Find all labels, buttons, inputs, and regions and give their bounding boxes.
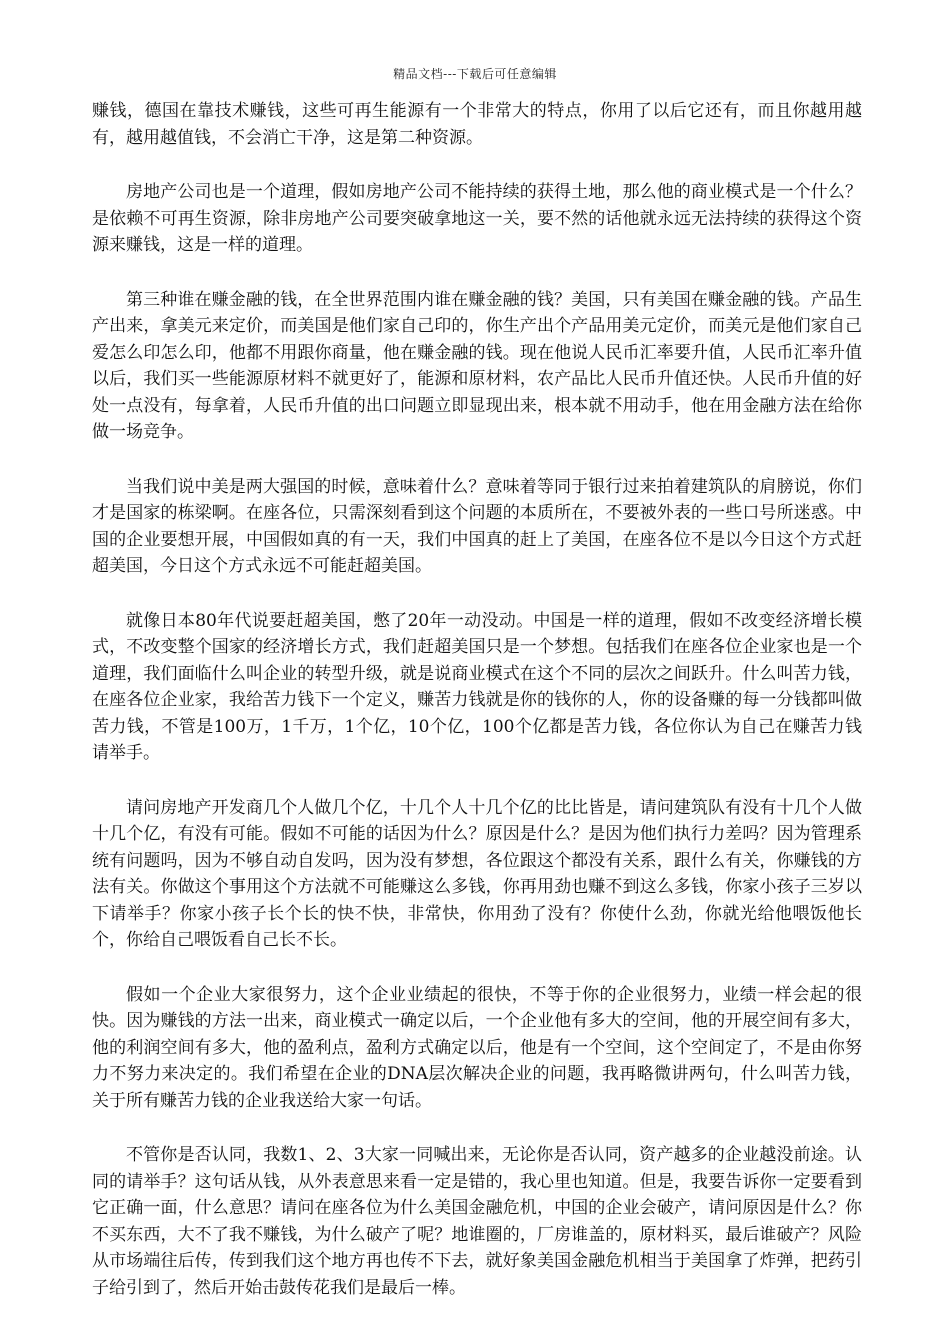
- document-body: [92, 98, 862, 1301]
- paragraph: 请问房地产开发商几个人做几个亿，十几个人十几个亿的比比皆是，请问建筑队有没有十几个人做十几个亿，有没有可能。假如不可能的话因为什么？原因是什么？是因为他们执行力差吗？因为管理系统有问题吗，因为不够自动自发吗，因为没有梦想，各位跟这个都没有关系，跟什么有关，你赚钱的方法有关。你做这个事用这个方法就不可能赚这么多钱，你再用劲也赚不到这么多钱，你家小孩子三岁以下请举手？你家小孩子长个长的快不快，非常快，你用劲了没有？你使什么劲，你就光给他喂饭他长个，你给自己喂饭看自己长不长。: [92, 797, 862, 950]
- page-header: 精品文档---下载后可任意编辑: [393, 67, 557, 81]
- paragraph: 当我们说中美是两大强国的时候，意味着什么？意味着等同于银行过来拍着建筑队的肩膀说，你们才是国家的栋梁啊。在座各位，只需深刻看到这个问题的本质所在，不要被外表的一些口号所迷惑。中国的企业要想开展，中国假如真的有一天，我们中国真的赶上了美国，在座各位不是以今日这个方式赶超美国，今日这个方式永远不可能赶超美国。: [92, 476, 862, 576]
- paragraph: 赚钱，德国在靠技术赚钱，这些可再生能源有一个非常大的特点，你用了以后它还有，而且你越用越有，越用越值钱，不会消亡干净，这是第二种资源。: [92, 101, 862, 148]
- paragraph: 不管你是否认同，我数1、2、3大家一同喊出来，无论你是否认同，资产越多的企业越没前途。认同的请举手？这句话从钱，从外表意思来看一定是错的，我心里也知道。但是，我要告诉你一定要看到它正确一面，什么意思？请问在座各位为什么美国金融危机，中国的企业会破产，请问原因是什么？你不买东西，大不了我不赚钱，为什么破产了呢？地谁圈的，厂房谁盖的，原材料买，最后谁破产？风险从市场端往后传，传到我们这个地方再也传不下去，就好象美国金融危机相当于美国拿了炸弹，把药引子给引到了，然后开始击鼓传花我们是最后一棒。: [92, 1145, 862, 1298]
- paragraph: 房地产公司也是一个道理，假如房地产公司不能持续的获得土地，那么他的商业模式是一个什么？是依赖不可再生资源，除非房地产公司要突破拿地这一关，要不然的话他就永远无法持续的获得这个资源来赚钱，这是一样的道理。: [92, 182, 862, 255]
- paragraph: 假如一个企业大家很努力，这个企业业绩起的很快，不等于你的企业很努力，业绩一样会起的很快。因为赚钱的方法一出来，商业模式一确定以后，一个企业他有多大的空间，他的开展空间有多大，他的利润空间有多大，他的盈利点，盈利方式确定以后，他是有一个空间，这个空间定了，不是由你努力不努力来决定的。我们希望在企业的DNA层次解决企业的问题，我再略微讲两句，什么叫苦力钱，关于所有赚苦力钱的企业我送给大家一句话。: [92, 984, 862, 1111]
- paragraph: 第三种谁在赚金融的钱，在全世界范围内谁在赚金融的钱？美国，只有美国在赚金融的钱。产品生产出来，拿美元来定价，而美国是他们家自己印的，你生产出个产品用美元定价，而美元是他们家自己爱怎么印怎么印，他都不用跟你商量，他在赚金融的钱。现在他说人民币汇率要升值，人民币汇率升值以后，我们买一些能源原材料不就更好了，能源和原材料，农产品比人民币升值还快。人民币升值的好处一点没有，每拿着，人民币升值的出口问题立即显现出来，根本就不用动手，他在用金融方法在给你做一场竞争。: [92, 289, 862, 442]
- paragraph: 就像日本80年代说要赶超美国，憋了20年一动没动。中国是一样的道理，假如不改变经济增长模式，不改变整个国家的经济增长方式，我们赶超美国只是一个梦想。包括我们在座各位企业家也是一个道理，我们面临什么叫企业的转型升级，就是说商业模式在这个不同的层次之间跃升。什么叫苦力钱，在座各位企业家，我给苦力钱下一个定义，赚苦力钱就是你的钱你的人，你的设备赚的每一分钱都叫做苦力钱，不管是100万，1千万，1个亿，10个亿，100个亿都是苦力钱，各位你认为自己在赚苦力钱请举手。: [92, 610, 862, 763]
